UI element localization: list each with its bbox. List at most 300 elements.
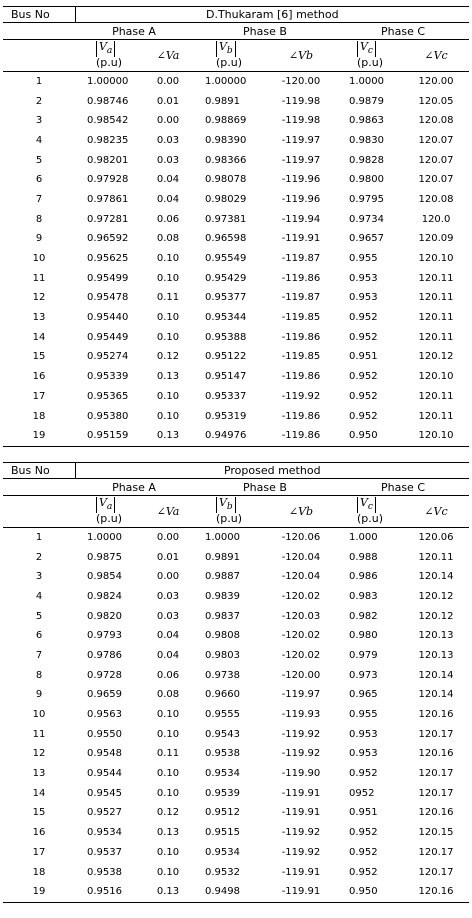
va-magnitude-cell: 0.9544	[87, 768, 122, 780]
vb-magnitude-cell: 0.95377	[205, 292, 247, 304]
vb-magnitude-cell: 0.9498	[193, 882, 265, 902]
vc-magnitude-cell: 0.950	[337, 426, 403, 446]
vb-magnitude-cell: 0.9512	[205, 807, 240, 819]
vb-angle-cell: -119.91	[281, 866, 321, 878]
va-angle-cell: 0.00	[156, 571, 180, 583]
va-angle-cell: 0.03	[156, 610, 180, 622]
bus-no-cell: 11	[32, 728, 46, 740]
va-angle-cell: 0.10	[156, 846, 180, 858]
vc-angle-cell: 120.00	[418, 75, 454, 87]
vb-angle-cell: -119.97	[281, 134, 321, 146]
va-magnitude-cell: 0.9563	[87, 709, 122, 721]
vb-magnitude-cell: 0.9534	[205, 846, 240, 858]
vc-angle-cell: 120.17	[418, 846, 454, 858]
vc-magnitude-cell: 0.982	[349, 610, 378, 622]
vb-magnitude-cell: 0.98390	[205, 134, 247, 146]
va-magnitude-cell: 0.95339	[87, 371, 129, 383]
vb-angle-cell: -119.92	[281, 390, 321, 402]
vb-angle-cell: -120.00	[281, 669, 321, 681]
vc-magnitude-cell: 0.983	[349, 590, 378, 602]
va-angle-cell: 0.11	[156, 292, 180, 304]
vc-angle-cell: 120.16	[418, 748, 454, 760]
vb-magnitude-cell: 0.98078	[205, 174, 247, 186]
vc-magnitude-header: $V_c$ (p.u)	[337, 40, 403, 72]
vc-magnitude-cell: 0.988	[349, 551, 378, 563]
vb-angle-cell: -119.98	[281, 115, 321, 127]
bus-no-cell: 15	[32, 807, 46, 819]
vc-magnitude-cell: 0.952	[349, 827, 378, 839]
vc-magnitude-cell: 0.955	[349, 253, 378, 265]
vb-magnitude-cell: 0.9837	[205, 610, 240, 622]
vb-angle-cell: -119.98	[281, 95, 321, 107]
vb-angle-cell: -120.02	[281, 590, 321, 602]
va-angle-cell: 0.06	[156, 213, 180, 225]
vb-angle-cell: -119.87	[281, 253, 321, 265]
vc-angle-cell: 120.14	[418, 689, 454, 701]
vc-magnitude-cell: 0.951	[349, 807, 378, 819]
vc-angle-cell: 120.17	[418, 787, 454, 799]
table-row	[3, 646, 469, 666]
va-angle-cell: 0.10	[156, 866, 180, 878]
va-magnitude-header: $V_a$ (p.u)	[75, 496, 143, 528]
bus-no-cell: 18	[32, 410, 46, 422]
vc-magnitude-cell: 0.9828	[349, 154, 384, 166]
vb-angle-cell: -119.92	[281, 846, 321, 858]
table-row	[3, 308, 469, 328]
va-angle-cell: 0.10	[156, 787, 180, 799]
va-angle-cell: 0.13	[156, 827, 180, 839]
vc-magnitude-cell: 0.965	[349, 689, 378, 701]
vb-angle-cell: -120.04	[281, 551, 321, 563]
vb-angle-cell: -119.90	[281, 768, 321, 780]
va-magnitude-cell: 0.97861	[87, 193, 129, 205]
vb-angle-cell: -120.03	[281, 610, 321, 622]
table-row	[3, 843, 469, 863]
table-row	[3, 567, 469, 587]
vc-magnitude-cell: 0.9795	[349, 193, 384, 205]
vb-magnitude-cell: 0.95122	[205, 351, 247, 363]
bus-no-cell: 14	[32, 331, 46, 343]
bus-no-cell: 5	[35, 154, 43, 166]
vc-angle-cell: 120.14	[418, 669, 454, 681]
vb-angle-cell: -119.91	[281, 233, 321, 245]
va-magnitude-cell: 0.95449	[87, 331, 129, 343]
va-angle-cell: 0.03	[156, 134, 180, 146]
vc-magnitude-cell: 0.9734	[349, 213, 384, 225]
va-magnitude-cell: 0.98746	[87, 95, 129, 107]
va-angle-cell: 0.01	[156, 551, 180, 563]
vc-magnitude-cell: 0.952	[349, 846, 378, 858]
table-row	[3, 170, 469, 190]
bus-no-cell: 6	[35, 630, 43, 642]
vb-angle-cell: -120.02	[281, 649, 321, 661]
bus-no-cell: 17	[32, 846, 46, 858]
vb-angle-cell: -119.86	[281, 410, 321, 422]
vb-angle-cell: -119.92	[281, 728, 321, 740]
va-magnitude-cell: 0.9548	[87, 748, 122, 760]
va-angle-cell: 0.10	[156, 709, 180, 721]
va-magnitude-cell: 0.95274	[87, 351, 129, 363]
phase-a-header: Phase A	[75, 23, 193, 40]
vb-angle-cell: -120.04	[281, 571, 321, 583]
vc-magnitude-cell: 0.952	[349, 390, 378, 402]
vc-magnitude-cell: 0.953	[349, 292, 378, 304]
bus-no-cell: 18	[32, 866, 46, 878]
va-angle-cell: 0.10	[156, 312, 180, 324]
table-row	[3, 863, 469, 883]
thukaram-results-table	[3, 6, 469, 447]
vc-angle-cell: 120.0	[421, 213, 451, 225]
bus-no-cell: 13	[32, 312, 46, 324]
va-magnitude-cell: 0.95478	[87, 292, 129, 304]
va-magnitude-cell: 0.98201	[87, 154, 129, 166]
bus-no-cell: 7	[35, 649, 43, 661]
vc-angle-cell: 120.07	[418, 134, 454, 146]
va-angle-cell: 0.10	[156, 728, 180, 740]
vc-magnitude-cell: 0.955	[349, 709, 378, 721]
vb-magnitude-cell: 0.9515	[205, 827, 240, 839]
va-angle-cell: 0.11	[156, 748, 180, 760]
va-magnitude-cell: 1.00000	[87, 75, 129, 87]
vb-magnitude-cell: 0.95147	[205, 371, 247, 383]
va-magnitude-cell: 0.9527	[87, 807, 122, 819]
vc-magnitude-cell: 0.952	[349, 371, 378, 383]
phase-c-header: Phase C	[337, 23, 469, 40]
table-row	[3, 230, 469, 250]
vb-angle-cell: -119.85	[281, 351, 321, 363]
table-row	[3, 823, 469, 843]
vb-magnitude-cell: 0.98869	[205, 115, 247, 127]
va-angle-cell: 0.08	[156, 233, 180, 245]
blank-header-cell	[3, 479, 75, 496]
vc-angle-cell: 120.05	[418, 95, 454, 107]
vc-magnitude-cell: 0.952	[349, 768, 378, 780]
vb-angle-cell: -119.96	[281, 174, 321, 186]
va-angle-cell: 0.04	[156, 193, 180, 205]
vb-magnitude-cell: 0.9539	[205, 787, 240, 799]
vc-angle-cell: 120.10	[418, 253, 454, 265]
vb-magnitude-cell: 0.94976	[193, 426, 265, 446]
table-row	[3, 804, 469, 824]
vb-magnitude-cell: 1.00000	[205, 75, 247, 87]
vc-angle-cell: 120.11	[418, 312, 454, 324]
vb-magnitude-cell: 0.95388	[205, 331, 247, 343]
va-magnitude-cell: 0.98235	[87, 134, 129, 146]
table-row	[3, 528, 469, 548]
vb-magnitude-header: $V_b$ (p.u)	[193, 40, 265, 72]
vc-magnitude-cell: 1.0000	[349, 75, 384, 87]
bus-no-cell: 11	[32, 272, 46, 284]
vc-magnitude-cell: 0.953	[349, 272, 378, 284]
table-row	[3, 705, 469, 725]
va-magnitude-cell: 0.95380	[87, 410, 129, 422]
table-row	[3, 764, 469, 784]
table-row	[3, 249, 469, 269]
vb-magnitude-cell: 0.95344	[205, 312, 247, 324]
proposed-results-table	[3, 462, 469, 903]
table-row	[3, 92, 469, 112]
vc-magnitude-cell: 0.952	[349, 410, 378, 422]
va-magnitude-cell: 0.9728	[87, 669, 122, 681]
va-angle-cell: 0.12	[156, 807, 180, 819]
va-magnitude-cell: 0.9824	[87, 590, 122, 602]
bus-no-header: Bus No	[3, 463, 75, 479]
vb-angle-cell: -119.91	[281, 787, 321, 799]
va-angle-cell: 0.04	[156, 630, 180, 642]
vb-angle-header: ∠Vb	[265, 40, 337, 72]
vb-magnitude-cell: 0.9738	[205, 669, 240, 681]
vc-angle-cell: 120.07	[418, 174, 454, 186]
bus-no-cell: 15	[32, 351, 46, 363]
table-row	[3, 882, 469, 902]
bus-no-cell: 4	[35, 590, 43, 602]
vb-angle-cell: -119.96	[281, 193, 321, 205]
vc-magnitude-cell: 0.950	[337, 882, 403, 902]
table-row	[3, 151, 469, 171]
vb-magnitude-cell: 0.97381	[205, 213, 247, 225]
va-magnitude-cell: 0.9820	[87, 610, 122, 622]
vb-magnitude-cell: 0.9532	[205, 866, 240, 878]
vc-magnitude-cell: 0.9800	[349, 174, 384, 186]
vb-magnitude-cell: 0.9891	[205, 551, 240, 563]
bus-no-cell: 3	[35, 115, 43, 127]
vc-angle-cell: 120.10	[418, 371, 454, 383]
table-row	[3, 626, 469, 646]
table-row	[3, 784, 469, 804]
vc-angle-cell: 120.17	[418, 768, 454, 780]
vc-angle-cell: 120.13	[418, 630, 454, 642]
va-angle-cell: 0.03	[156, 590, 180, 602]
vb-magnitude-cell: 0.9534	[205, 768, 240, 780]
vb-angle-cell: -119.87	[281, 292, 321, 304]
vc-angle-cell: 120.07	[418, 154, 454, 166]
vb-magnitude-cell: 0.9891	[205, 95, 240, 107]
vc-magnitude-cell: 0.9830	[349, 134, 384, 146]
va-magnitude-cell: 1.0000	[87, 531, 122, 543]
vb-magnitude-cell: 0.9887	[205, 571, 240, 583]
va-angle-cell: 0.13	[143, 882, 193, 902]
vc-angle-cell: 120.13	[418, 649, 454, 661]
vc-angle-cell: 120.11	[418, 292, 454, 304]
bus-no-cell: 8	[35, 669, 43, 681]
va-magnitude-cell: 0.9537	[87, 846, 122, 858]
vb-angle-cell: -119.94	[281, 213, 321, 225]
va-angle-cell: 0.10	[156, 253, 180, 265]
bus-no-cell: 5	[35, 610, 43, 622]
va-angle-cell: 0.13	[156, 371, 180, 383]
va-magnitude-cell: 0.95499	[87, 272, 129, 284]
bus-no-cell: 2	[35, 551, 43, 563]
bus-no-cell: 6	[35, 174, 43, 186]
va-angle-cell: 0.10	[156, 331, 180, 343]
vb-angle-cell: -119.93	[281, 709, 321, 721]
table-row	[3, 387, 469, 407]
va-magnitude-cell: 0.9793	[87, 630, 122, 642]
vc-magnitude-cell: 0.979	[349, 649, 378, 661]
table-row	[3, 210, 469, 230]
table-row	[3, 745, 469, 765]
bus-no-cell: 7	[35, 193, 43, 205]
vc-angle-cell: 120.15	[418, 827, 454, 839]
vb-angle-cell: -119.97	[281, 689, 321, 701]
vb-angle-cell: -119.86	[281, 331, 321, 343]
table-row	[3, 666, 469, 686]
vc-angle-cell: 120.16	[418, 807, 454, 819]
vc-magnitude-header: $V_c$ (p.u)	[337, 496, 403, 528]
table-row	[3, 548, 469, 568]
va-angle-cell: 0.13	[143, 426, 193, 446]
bus-no-cell: 8	[35, 213, 43, 225]
vc-angle-cell: 120.10	[403, 426, 469, 446]
vb-magnitude-cell: 0.95549	[205, 253, 247, 265]
va-magnitude-cell: 0.95365	[87, 390, 129, 402]
vc-magnitude-cell: 0.9879	[349, 95, 384, 107]
vc-magnitude-cell: 0.953	[349, 748, 378, 760]
table-row	[3, 367, 469, 387]
bus-no-cell: 3	[35, 571, 43, 583]
table-row	[3, 407, 469, 427]
vc-angle-cell: 120.12	[418, 610, 454, 622]
va-magnitude-cell: 0.9534	[87, 827, 122, 839]
vc-angle-cell: 120.11	[418, 551, 454, 563]
vc-magnitude-cell: 0952	[349, 787, 375, 799]
va-magnitude-cell: 0.98542	[87, 115, 129, 127]
vb-angle-cell: -119.92	[281, 748, 321, 760]
vc-angle-cell: 120.16	[403, 882, 469, 902]
table-title: Proposed method	[75, 463, 469, 479]
vb-magnitude-cell: 0.9555	[205, 709, 240, 721]
table-row	[3, 72, 469, 92]
vc-magnitude-cell: 1.000	[349, 531, 378, 543]
vc-angle-cell: 120.11	[418, 410, 454, 422]
vb-angle-cell: -120.00	[281, 75, 321, 87]
va-angle-cell: 0.00	[156, 531, 180, 543]
va-magnitude-cell: 0.9538	[87, 866, 122, 878]
vc-angle-cell: 120.08	[418, 193, 454, 205]
table-row	[3, 269, 469, 289]
va-angle-cell: 0.04	[156, 174, 180, 186]
bus-no-cell: 19	[3, 882, 75, 902]
vb-magnitude-cell: 0.98029	[205, 193, 247, 205]
va-angle-header: ∠Va	[143, 496, 193, 528]
bus-no-cell: 1	[35, 75, 43, 87]
vc-angle-cell: 120.12	[418, 590, 454, 602]
vc-magnitude-cell: 0.9657	[349, 233, 384, 245]
vc-angle-cell: 120.09	[418, 233, 454, 245]
vb-magnitude-header: $V_b$ (p.u)	[193, 496, 265, 528]
bus-no-cell: 17	[32, 390, 46, 402]
vb-magnitude-cell: 0.9803	[205, 649, 240, 661]
vb-angle-cell: -120.02	[281, 630, 321, 642]
vc-angle-cell: 120.11	[418, 331, 454, 343]
blank-header-cell	[3, 23, 75, 40]
vb-magnitude-cell: 0.95337	[205, 390, 247, 402]
table-row	[3, 190, 469, 210]
bus-no-cell: 1	[35, 531, 43, 543]
vc-angle-cell: 120.16	[418, 709, 454, 721]
bus-no-cell: 16	[32, 371, 46, 383]
va-angle-cell: 0.10	[156, 410, 180, 422]
proposed-table-body	[3, 528, 469, 903]
bus-no-cell: 12	[32, 292, 46, 304]
va-magnitude-cell: 0.97281	[87, 213, 129, 225]
vb-angle-cell: -119.97	[281, 154, 321, 166]
vb-angle-cell: -119.86	[281, 272, 321, 284]
table-row	[3, 131, 469, 151]
va-magnitude-cell: 0.95625	[87, 253, 129, 265]
blank-header-cell	[3, 496, 75, 528]
vc-angle-header: ∠Vc	[403, 40, 469, 72]
vc-angle-cell: 120.14	[418, 571, 454, 583]
bus-no-cell: 2	[35, 95, 43, 107]
table-row	[3, 328, 469, 348]
va-magnitude-cell: 0.97928	[87, 174, 129, 186]
table-title: D.Thukaram [6] method	[75, 7, 469, 23]
vb-magnitude-cell: 0.9543	[205, 728, 240, 740]
vb-angle-cell: -119.85	[281, 312, 321, 324]
vc-angle-header: ∠Vc	[403, 496, 469, 528]
va-magnitude-cell: 0.9786	[87, 649, 122, 661]
vc-magnitude-cell: 0.973	[349, 669, 378, 681]
va-magnitude-cell: 0.9550	[87, 728, 122, 740]
table-row	[3, 348, 469, 368]
phase-b-header: Phase B	[193, 23, 337, 40]
vb-magnitude-cell: 0.95319	[205, 410, 247, 422]
vb-angle-cell: -119.86	[281, 371, 321, 383]
bus-no-cell: 10	[32, 709, 46, 721]
vb-magnitude-cell: 0.96598	[205, 233, 247, 245]
va-angle-cell: 0.10	[156, 272, 180, 284]
vc-angle-cell: 120.17	[418, 866, 454, 878]
va-angle-header: ∠Va	[143, 40, 193, 72]
va-angle-cell: 0.12	[156, 351, 180, 363]
table-row	[3, 725, 469, 745]
va-angle-cell: 0.03	[156, 154, 180, 166]
va-angle-cell: 0.00	[156, 115, 180, 127]
va-angle-cell: 0.10	[156, 390, 180, 402]
vc-magnitude-cell: 0.980	[349, 630, 378, 642]
va-magnitude-cell: 0.9659	[87, 689, 122, 701]
va-angle-cell: 0.10	[156, 768, 180, 780]
va-magnitude-cell: 0.95440	[87, 312, 129, 324]
va-magnitude-cell: 0.95159	[75, 426, 143, 446]
va-angle-cell: 0.01	[156, 95, 180, 107]
vc-angle-cell: 120.08	[418, 115, 454, 127]
vb-magnitude-cell: 0.98366	[205, 154, 247, 166]
vc-magnitude-cell: 0.9863	[349, 115, 384, 127]
vc-angle-cell: 120.06	[418, 531, 454, 543]
bus-no-cell: 9	[35, 233, 43, 245]
phase-c-header: Phase C	[337, 479, 469, 496]
va-magnitude-cell: 0.9516	[75, 882, 143, 902]
phase-a-header: Phase A	[75, 479, 193, 496]
vb-angle-cell: -119.92	[281, 827, 321, 839]
vc-angle-cell: 120.11	[418, 390, 454, 402]
vc-magnitude-cell: 0.986	[349, 571, 378, 583]
bus-no-cell: 14	[32, 787, 46, 799]
vc-magnitude-cell: 0.952	[349, 866, 378, 878]
va-angle-cell: 0.08	[156, 689, 180, 701]
va-angle-cell: 0.00	[156, 75, 180, 87]
vc-magnitude-cell: 0.952	[349, 331, 378, 343]
table-row	[3, 289, 469, 309]
bus-no-cell: 12	[32, 748, 46, 760]
va-angle-cell: 0.04	[156, 649, 180, 661]
vc-magnitude-cell: 0.953	[349, 728, 378, 740]
vc-magnitude-cell: 0.951	[349, 351, 378, 363]
vb-angle-cell: -120.06	[281, 531, 321, 543]
thukaram-table-body	[3, 72, 469, 447]
